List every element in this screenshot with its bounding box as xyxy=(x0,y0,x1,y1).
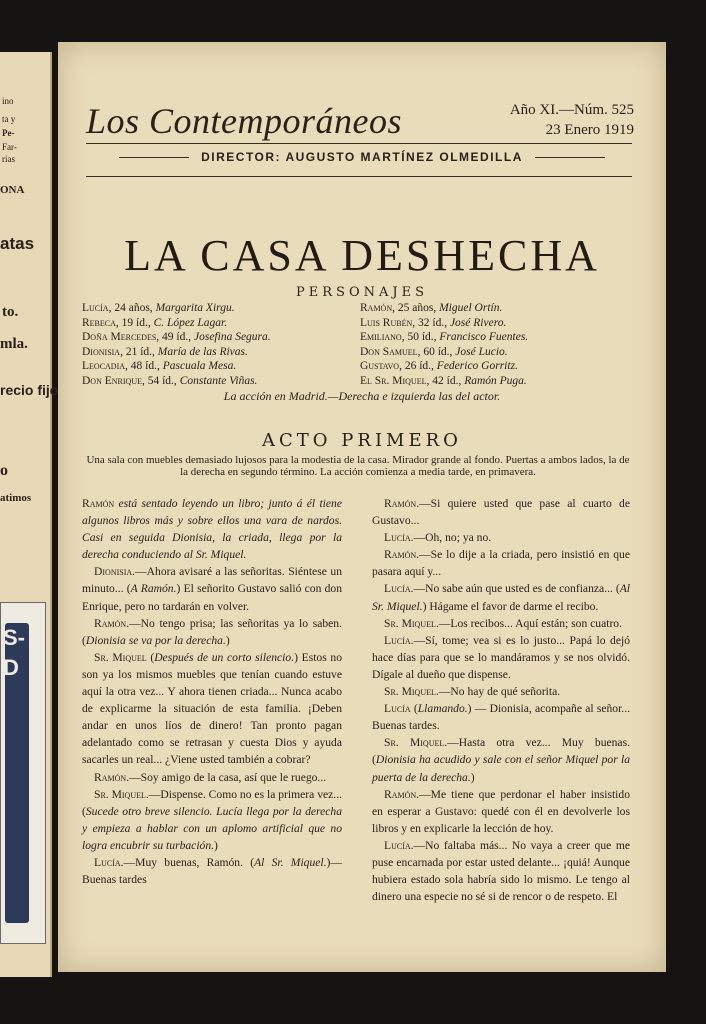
dialogue-text: .—Ahora avisaré a las señoritas. Siéntese un minuto... ( xyxy=(82,565,342,596)
magazine-page xyxy=(58,42,666,972)
character-age: , 24 años, xyxy=(108,302,156,314)
stage-direction: Después de un corto silencio. xyxy=(154,650,295,664)
cast-entry xyxy=(82,316,362,331)
dialogue-text: .—Si quiere usted que pase al cuarto de Gustavo... xyxy=(372,497,630,528)
actor-name: Federico Gorritz. xyxy=(436,360,518,372)
dialogue-text: .—Los recibos... Aquí están; son cuatro. xyxy=(435,616,623,630)
dialogue-text: .—Dispense. Como no es la primera vez... ( xyxy=(82,787,342,818)
play-title: LA CASA DESHECHA xyxy=(124,231,600,280)
cast-entry xyxy=(82,345,362,360)
cast-list-left xyxy=(82,301,362,388)
character-name: Rebeca xyxy=(82,316,116,329)
cast-entry xyxy=(360,359,650,374)
strip-text: atimos xyxy=(0,492,32,504)
act-heading: ACTO PRIMERO xyxy=(262,430,462,451)
character-name: Emiliano xyxy=(360,331,402,343)
dialogue-paragraph xyxy=(372,683,630,700)
actor-name: José Rivero. xyxy=(449,316,507,329)
dialogue-paragraph xyxy=(82,854,342,888)
cast-entry xyxy=(360,330,650,345)
actor-name: C. López Lagar. xyxy=(153,316,228,329)
strip-text: S- xyxy=(3,625,25,650)
speaker-name: Ramón xyxy=(82,497,115,510)
stage-direction: está sentado leyendo un libro; junto á él tiene algunos libros más y sobre ellos una vara de nardos. Casi en seguida Dionisia, la criada, llega por la derecha conduciendo al Sr. Miquel. xyxy=(82,497,342,562)
actor-name: José Lucio. xyxy=(455,345,508,358)
character-age: , 49 íd., xyxy=(156,331,194,343)
character-name: Don Enrique xyxy=(82,374,142,387)
stage-direction: A Ramón. xyxy=(130,582,177,596)
dialogue-paragraph xyxy=(372,632,630,683)
dialogue-text: )—Buenas tardes xyxy=(82,855,342,887)
cast-heading: PERSONAJES xyxy=(296,285,428,300)
dialogue-text: .—No sabe aún que usted es de confianza... ( xyxy=(410,582,620,596)
character-name: Doña Mercedes xyxy=(82,331,157,343)
strip-text: D xyxy=(3,655,19,680)
actor-name: Miguel Ortín. xyxy=(439,302,503,314)
dialogue-text: .—No hay de qué señorita. xyxy=(435,685,561,699)
character-age: , 32 íd., xyxy=(412,316,450,329)
cast-entry xyxy=(360,374,650,389)
dialogue-paragraph xyxy=(372,546,630,580)
director-line xyxy=(58,150,666,164)
character-name: Dionisia xyxy=(82,345,121,358)
dialogue-text: .—No faltaba más... No vaya a creer que me puse encarnada por estar usted delante... ¡quiá! Aunque hubiera estado sola habría sido lo mismo. Le tengo al dinero una especie no sé si de rencor o de respeto. El xyxy=(372,838,630,904)
strip-text: mla. xyxy=(0,336,28,352)
cast-entry xyxy=(82,359,362,374)
adjacent-page-strip xyxy=(0,52,59,977)
dialogue-text: .—Se lo dije a la criada, pero insistió en que pasara aquí y... xyxy=(372,548,630,579)
dialogue-paragraph xyxy=(372,580,630,614)
dialogue-text: .—Muy buenas, Ramón. ( xyxy=(120,855,255,869)
speaker-name: Lucía xyxy=(384,633,411,647)
cast-entry xyxy=(82,330,362,345)
strip-text: recio fijo xyxy=(0,382,59,398)
cast-entry xyxy=(82,301,362,316)
dialogue-paragraph xyxy=(82,769,342,786)
strip-text: ino xyxy=(2,96,14,106)
stage-direction: Al Sr. Miquel. xyxy=(372,582,630,613)
dialogue-text: .—Hasta otra vez... Muy buenas. ( xyxy=(372,736,630,767)
dialogue-text: ) xyxy=(214,838,218,852)
actor-name: Francisco Fuentes. xyxy=(439,331,529,343)
character-age: , 21 íd., xyxy=(120,345,158,358)
stage-direction: Llamando. xyxy=(417,702,468,716)
strip-text: rias xyxy=(2,154,15,164)
dialogue-paragraph xyxy=(372,529,630,546)
speaker-name: Ramón xyxy=(384,548,417,562)
character-age: , 42 íd., xyxy=(426,374,465,387)
dialogue-paragraph xyxy=(372,837,630,905)
speaker-name: Ramón xyxy=(384,497,417,510)
dialogue-text: .—No tengo prisa; las señoritas ya lo saben. ( xyxy=(82,616,342,647)
character-age: , 48 íd., xyxy=(125,360,163,372)
dialogue-text: ( xyxy=(146,650,155,664)
dialogue-text: ( xyxy=(410,702,418,716)
actor-name: Margarita Xirgu. xyxy=(155,302,235,314)
issue-info xyxy=(510,100,634,140)
cast-entry xyxy=(360,345,650,360)
character-name: Lucía xyxy=(82,302,109,314)
actor-name: María de las Rivas. xyxy=(157,345,248,358)
dialogue-text: ) Estos no son ya los mismos muebles que tenían cuando estuve aquí la otra vez... Y ahora tienen criada... Nunca acabo de explicarme la situación de esta familia. ¡Deben andar en unos líos de dinero! Tan pronto pagan adelantado como se retrasan y cuesta Dios y ayuda sacarles un real... ¿Viene usted también a cobrar? xyxy=(82,650,342,767)
actor-name: Ramón Puga. xyxy=(464,374,527,387)
actor-name: Constante Viñas. xyxy=(179,374,258,387)
dialogue-paragraph xyxy=(82,649,342,769)
dialogue-paragraph xyxy=(82,495,342,563)
speaker-name: Dionisia xyxy=(94,565,133,579)
cast-list-right xyxy=(360,301,650,388)
dialogue-text: .—Oh, no; ya no. xyxy=(410,531,492,545)
stage-directions: Una sala con muebles demasiado lujosos para la modestia de la casa. Mirador grande al fondo. Puertas a ambos lados, la de la derecha en segundo término. La acción comienza a media tarde, en primavera. xyxy=(86,454,630,478)
speaker-name: Sr. Miquel xyxy=(384,685,436,699)
dialogue-text: ) El señorito Gustavo salió con don Enrique, pero no tardarán en volver. xyxy=(82,582,343,613)
character-name: Ramón xyxy=(360,302,393,314)
character-age: , 50 íd., xyxy=(401,331,440,343)
dialogue-paragraph xyxy=(372,734,630,785)
director-name: DIRECTOR: AUGUSTO MARTÍNEZ OLMEDILLA xyxy=(201,150,523,164)
speaker-name: Ramón xyxy=(94,616,127,630)
setting-note: La acción en Madrid.—Derecha e izquierda las del actor. xyxy=(223,389,501,403)
dialogue-text: ) xyxy=(225,633,230,647)
stage-direction: Dionisia ha acudido y sale con el señor Miquel por la puerta de la derecha. xyxy=(372,753,630,784)
strip-text: Pe- xyxy=(2,128,15,138)
speaker-name: Lucía xyxy=(384,531,411,545)
issue-number: Año XI.—Núm. 525 xyxy=(509,102,634,118)
speaker-name: Lucía xyxy=(384,838,411,852)
dialogue-paragraph xyxy=(372,700,630,734)
character-age: , 26 íd., xyxy=(399,360,437,372)
speaker-name: Ramón xyxy=(384,787,417,801)
actor-name: Josefina Segura. xyxy=(194,331,271,343)
character-name: El Sr. Miquel xyxy=(360,374,427,387)
strip-text: o xyxy=(0,462,8,479)
strip-text: atas xyxy=(0,234,35,253)
dialogue-paragraph xyxy=(372,495,630,529)
cast-entry xyxy=(360,301,650,316)
speaker-name: Sr. Miquel xyxy=(94,787,146,801)
dialogue-paragraph xyxy=(82,615,342,649)
header-rule xyxy=(86,176,632,177)
character-age: , 54 íd., xyxy=(141,374,180,387)
strip-text: ta y xyxy=(2,114,16,124)
divider xyxy=(119,157,189,158)
dialogue-paragraph xyxy=(372,615,630,632)
text-column-right xyxy=(372,495,630,905)
character-name: Luis Rubén xyxy=(360,316,413,329)
dialogue-text: .—Sí, tome; vea si es lo justo... Papá lo dejó hace días para que se lo mandáramos y se nos olvidó. Dígale al dueño que dispense. xyxy=(372,633,630,681)
magazine-title: Los Contemporáneos xyxy=(86,101,403,141)
character-name: Don Samuel xyxy=(360,345,418,358)
character-age: , 25 años, xyxy=(392,302,440,314)
divider xyxy=(535,157,605,158)
stage-direction: Dionisia se va por la derecha. xyxy=(85,633,226,647)
dialogue-text: .—Soy amigo de la casa, así que le ruego... xyxy=(126,770,327,784)
advertisement-illustration xyxy=(0,602,46,944)
character-name: Leocadia xyxy=(82,360,126,372)
actor-name: Pascuala Mesa. xyxy=(162,360,237,372)
speaker-name: Ramón xyxy=(94,770,127,784)
stage-direction: Al Sr. Miquel. xyxy=(254,855,327,869)
speaker-name: Lucía xyxy=(384,702,411,716)
dialogue-text: .—Me tiene que perdonar el haber insistido en esperar a Gustavo: quedé con él en devolverle los libros y en explicarle la lección de hoy. xyxy=(372,787,630,835)
cast-entry xyxy=(82,374,362,389)
dialogue-paragraph xyxy=(82,563,342,614)
dialogue-text: ) Hágame el favor de darme el recibo. xyxy=(422,599,599,613)
strip-text: Far- xyxy=(2,142,17,152)
cast-entry xyxy=(360,316,650,331)
strip-text: to. xyxy=(2,304,19,320)
speaker-name: Sr. Miquel xyxy=(384,616,436,630)
speaker-name: Lucía xyxy=(384,582,411,596)
header-rule xyxy=(86,143,632,144)
speaker-name: Sr. Miquel xyxy=(384,736,445,750)
character-age: , 60 íd., xyxy=(417,345,456,358)
speaker-name: Sr. Miquel xyxy=(94,650,147,664)
dialogue-text: ) xyxy=(470,770,475,784)
issue-date: 23 Enero 1919 xyxy=(545,122,634,138)
strip-text: ONA xyxy=(0,184,25,196)
stage-direction: Sucede otro breve silencio. Lucía llega por la derecha y empieza a hablar con un aplomo artificial que no logra encubrir su turbación. xyxy=(82,804,342,852)
dialogue-paragraph xyxy=(372,786,630,837)
speaker-name: Lucía xyxy=(94,855,121,869)
dialogue-text: ) — Dionisia, acompañe al señor... Buenas tardes. xyxy=(372,702,630,733)
character-age: , 19 íd., xyxy=(115,316,154,329)
text-column-left xyxy=(82,495,342,888)
character-name: Gustavo xyxy=(360,360,400,372)
dialogue-paragraph xyxy=(82,786,342,854)
